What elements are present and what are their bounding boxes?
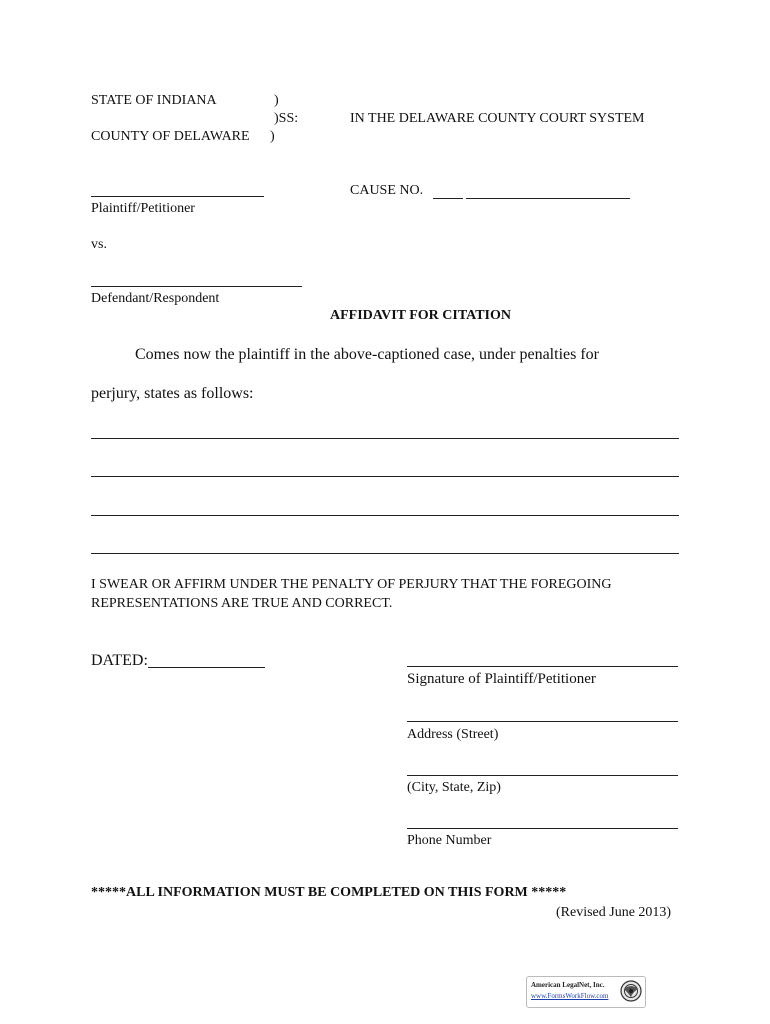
state-label: STATE OF INDIANA [91, 93, 217, 108]
publisher-url[interactable]: www.FormsWorkFlow.com [531, 992, 609, 1000]
document-title: AFFIDAVIT FOR CITATION [330, 308, 511, 323]
city-state-zip-label: (City, State, Zip) [407, 780, 501, 795]
body-line-2: perjury, states as follows: [91, 385, 254, 402]
date-field[interactable] [148, 667, 265, 668]
vs-label: vs. [91, 237, 107, 252]
oath-line-2: REPRESENTATIONS ARE TRUE AND CORRECT. [91, 596, 393, 611]
completion-notice: *****ALL INFORMATION MUST BE COMPLETED ON THIS FORM ***** [91, 885, 567, 900]
revision-note: (Revised June 2013) [556, 905, 672, 920]
cause-no-field-prefix[interactable] [433, 198, 463, 199]
address-street-label: Address (Street) [407, 727, 499, 742]
statement-line-3[interactable] [91, 515, 679, 516]
court-name: IN THE DELAWARE COUNTY COURT SYSTEM [350, 111, 645, 126]
cause-no-label: CAUSE NO. [350, 183, 424, 198]
cause-no-field[interactable] [466, 198, 630, 199]
statement-line-2[interactable] [91, 476, 679, 477]
statement-line-1[interactable] [91, 438, 679, 439]
defendant-name-field[interactable] [91, 286, 302, 287]
plaintiff-label: Plaintiff/Petitioner [91, 201, 195, 216]
publisher-logo[interactable] [526, 976, 646, 1008]
body-line-1: Comes now the plaintiff in the above-captioned case, under penalties for [135, 346, 599, 363]
phone-number-field[interactable] [407, 828, 678, 829]
signature-field[interactable] [407, 666, 678, 667]
city-state-zip-field[interactable] [407, 775, 678, 776]
statement-line-4[interactable] [91, 553, 679, 554]
dated-label: DATED: [91, 652, 148, 669]
caption-paren-2: ) [270, 129, 275, 144]
county-label: COUNTY OF DELAWARE [91, 129, 250, 144]
globe-icon [620, 980, 642, 1002]
ss-label: )SS: [274, 111, 299, 126]
defendant-label: Defendant/Respondent [91, 291, 220, 306]
caption-paren-1: ) [274, 93, 279, 108]
signature-label: Signature of Plaintiff/Petitioner [407, 671, 596, 687]
oath-line-1: I SWEAR OR AFFIRM UNDER THE PENALTY OF PERJURY THAT THE FOREGOING [91, 577, 612, 592]
plaintiff-name-field[interactable] [91, 196, 264, 197]
publisher-name: American LegalNet, Inc. [531, 981, 605, 989]
phone-number-label: Phone Number [407, 833, 492, 848]
address-street-field[interactable] [407, 721, 678, 722]
